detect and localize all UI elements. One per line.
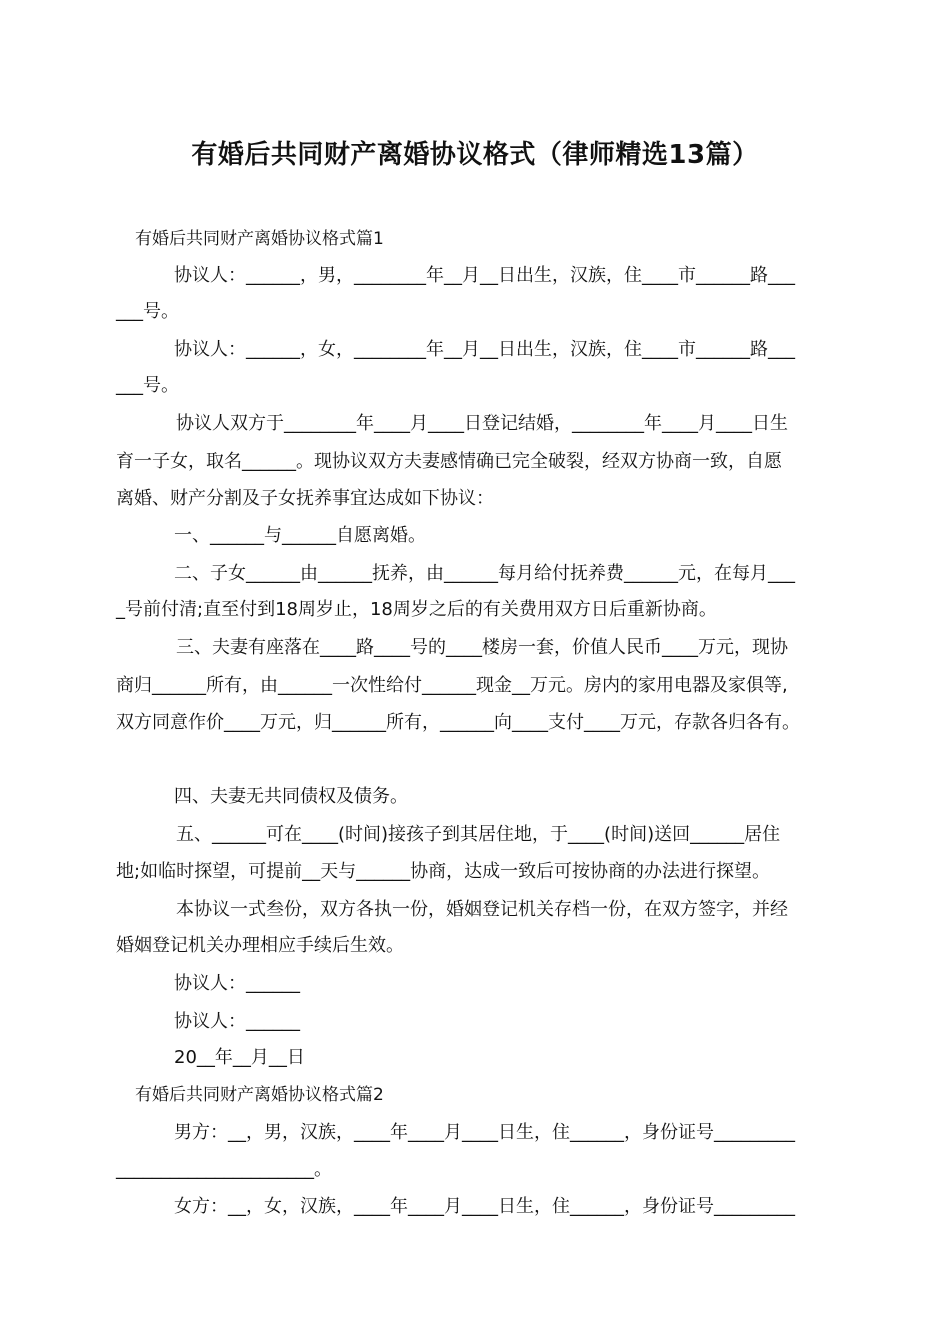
paragraph-line: 男方：__，男，汉族，____年____月____日生，住______，身份证号_________ (174, 1122, 795, 1143)
signature-line: 协议人：______ (174, 1011, 300, 1032)
paragraph-line: 女方：__，女，汉族，____年____月____日生，住______，身份证号_________ (174, 1196, 795, 1217)
paragraph-line: 四、夫妻无共同债权及债务。 (174, 786, 408, 807)
paragraph-line: 二、子女______由______抚养，由______每月给付抚养费______元，在每月___ (174, 563, 795, 584)
paragraph-line: 一、______与______自愿离婚。 (174, 525, 426, 546)
section-heading: 有婚后共同财产离婚协议格式篇2 (135, 1085, 384, 1105)
date-line: 20__年__月__日 (174, 1047, 305, 1068)
paragraph-line: 五、______可在____(时间)接孩子到其居住地，于____(时间)送回______居住 (176, 824, 781, 845)
paragraph-line: 三、夫妻有座落在____路____号的____楼房一套，价值人民币____万元，现协 (176, 637, 788, 658)
paragraph-line: ___号。 (116, 301, 179, 322)
document-title: 有婚后共同财产离婚协议格式（律师精选13篇） (191, 140, 759, 170)
paragraph-line: 商归______所有，由______一次性给付______现金__万元。房内的家用电器及家俱等, (116, 675, 788, 696)
section-heading: 有婚后共同财产离婚协议格式篇1 (135, 229, 384, 249)
paragraph-line: 离婚、财产分割及子女抚养事宜达成如下协议： (116, 488, 494, 509)
paragraph-line: 协议人：______，男，________年__月__日出生，汉族，住____市______路___ (174, 265, 795, 286)
paragraph-line: 协议人：______，女，________年__月__日出生，汉族，住____市______路___ (174, 339, 795, 360)
paragraph-line: 双方同意作价____万元，归______所有，______向____支付____万元，存款各归各有。 (116, 712, 800, 733)
paragraph-line: ______________________。 (116, 1159, 332, 1180)
signature-line: 协议人：______ (174, 973, 300, 994)
paragraph-line: 协议人双方于________年____月____日登记结婚，________年____月____日生 (176, 413, 788, 434)
paragraph-line: 本协议一式叁份，双方各执一份，婚姻登记机关存档一份，在双方签字，并经 (176, 899, 788, 920)
paragraph-line: 婚姻登记机关办理相应手续后生效。 (116, 935, 404, 956)
paragraph-line: _号前付清;直至付到18周岁止，18周岁之后的有关费用双方日后重新协商。 (116, 599, 717, 620)
paragraph-line: 育一子女，取名______。现协议双方夫妻感情确已完全破裂，经双方协商一致，自愿 (116, 451, 782, 472)
paragraph-line: ___号。 (116, 375, 179, 396)
paragraph-line: 地;如临时探望，可提前__天与______协商，达成一致后可按协商的办法进行探望。 (116, 861, 771, 882)
